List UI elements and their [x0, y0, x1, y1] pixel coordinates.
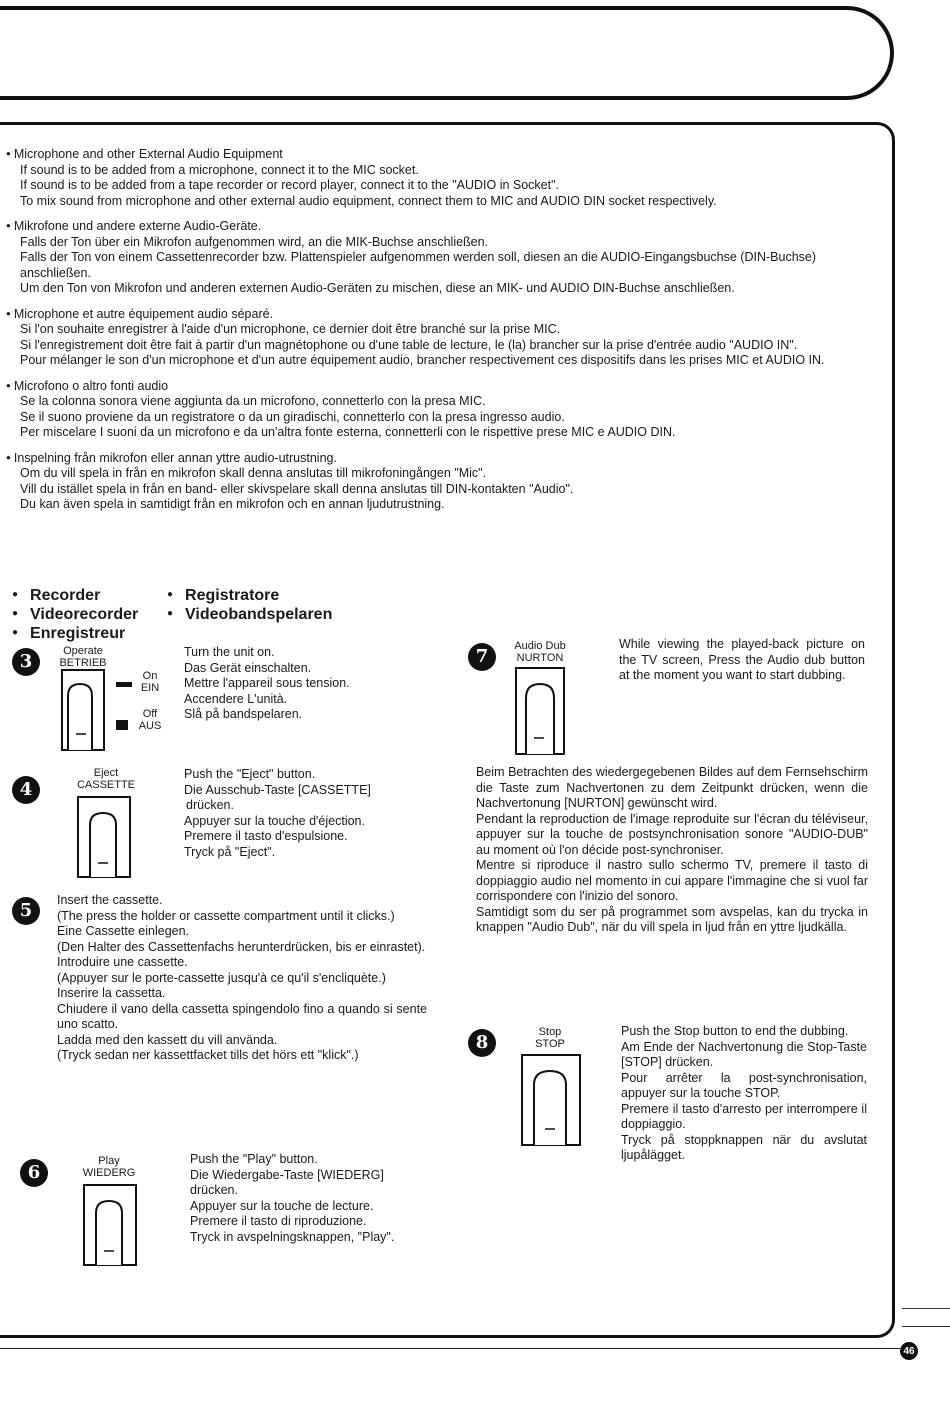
note-line: If sound is to be added from a microphone, connect it to the MIC socket.: [20, 162, 419, 177]
note-line: Vill du istället spela in från en band- eller skivspelare skall denna anslutas till DIN-kontakten "Audio".: [20, 481, 574, 496]
eject-button-icon: [76, 795, 136, 880]
top-frame: [0, 6, 894, 100]
note-german: [6, 218, 846, 297]
play-label: Play WIEDERG: [82, 1155, 136, 1179]
note-line: Pour mélanger le son d'un microphone et d'un autre équipement audio, brancher respectivement ces dispositifs dans les prises MIC et AUDIO IN.: [20, 353, 825, 367]
audio-dub-label: Audio Dub NURTON: [514, 640, 566, 664]
note-english: [6, 146, 846, 209]
audio-dub-button-icon: [514, 666, 574, 756]
step-5-text: Insert the cassette. (The press the holder or cassette compartment until it clicks.) Eine Cassette einlegen. (Den Halter des Cassettenfachs herunterdrücken, bis er einrastet). Introduire une cassette. (Appuyer sur le porte-cassette jusqu'à ce qu'il s'encliquète.) Inserire la cassetta. Chiudere il vano della cassetta spingendolo fino a quando si sente uno scatto. Ladda med den kassett du vill använda. (Tryck sedan ner kassettfacket tills det hörs ett "klick".): [57, 893, 427, 1062]
operate-label: Operate BETRIEB: [59, 645, 107, 669]
on-label: On EIN: [140, 670, 160, 694]
external-audio-notes: [6, 146, 846, 522]
step-number: 7: [468, 643, 496, 671]
note-line: Se la colonna sonora viene aggiunta da un microfono, connetterlo con la presa MIC.: [20, 394, 486, 408]
step-7-text: Beim Betrachten des wiedergegebenen Bildes auf dem Fernsehschirm die Taste zum Nachvertonen zu dem Zeitpunkt drücken, wenn die Nachvertonung [NURTON] gewünscht wird. Pendant la reproduction de l'image reproduite sur l'écran du téléviseur, appuyer sur la touche de postsynchronisation sonore "AUDIO-DUB" au moment où l'on décide post-synchroniser. Mentre si riproduce il nastro sullo schermo TV, premere il tasto di doppiaggio audio nel momento in cui appare l'immagine che si vuol far corrispondere con l'inizio del sonoro. Samtidigt som du ser på programmet som avspelas, kan du trycka in knappen "Audio Dub", när du vill spela in ljud från en yttre ljudkälla.: [476, 765, 868, 934]
step-number: 4: [12, 776, 40, 804]
page-number: 46: [900, 1342, 918, 1360]
note-italian: [6, 378, 846, 441]
note-heading: ● Microphone and other External Audio Equipment: [6, 146, 846, 163]
heading-videobandspelaren: Videobandspelaren: [185, 606, 333, 623]
step-3-text: Turn the unit on. Das Gerät einschalten. Mettre l'appareil sous tension. Accendere L'unità. Slå på bandspelaren.: [184, 645, 350, 721]
note-line: Si l'on souhaite enregistrer à l'aide d'un microphone, ce dernier doit être branché sur la prise MIC.: [20, 322, 561, 336]
bottom-rule: [0, 1348, 900, 1349]
eject-label: Eject CASSETTE: [76, 767, 136, 791]
note-line: If sound is to be added from a tape recorder or record player, connect it to the "AUDIO in Socket".: [20, 178, 560, 192]
heading-enregistreur: Enregistreur: [30, 625, 126, 642]
headings-right: ● Registratore ● Videobandspelaren: [167, 587, 333, 623]
note-line: Du kan även spela in samtidigt från en mikrofon och en annan ljudutrustning.: [20, 497, 445, 511]
step-4-text: Push the "Eject" button. Die Ausschub-Taste [CASSETTE] drücken. Appuyer sur la touche d'éjection. Premere il tasto d'espulsione. Tryck på "Eject".: [184, 767, 371, 859]
stop-button-icon: [520, 1053, 586, 1148]
step-number: 6: [20, 1159, 48, 1187]
step-number: 8: [468, 1029, 496, 1057]
step-number: 5: [12, 897, 40, 925]
heading-registratore: Registratore: [185, 587, 280, 604]
note-heading: ● Microfono o altro fonti audio: [6, 378, 846, 395]
step-8-text: Push the Stop button to end the dubbing. Am Ende der Nachvertonung die Stop-Taste [STOP] drücken. Pour arrêter la post-synchronisation, appuyer sur la touche STOP. Premere il tasto d'arresto per interrompere il doppiaggio. Tryck på stoppknappen när du avslutat ljupålägget.: [621, 1024, 867, 1162]
note-swedish: [6, 450, 846, 513]
note-line: Se il suono proviene da un registratore o da un giradischi, connetterlo con la presa ingresso audio.: [20, 409, 565, 424]
note-heading: ● Inspelning från mikrofon eller annan yttre audio-utrustning.: [6, 450, 846, 467]
off-label: Off AUS: [138, 708, 162, 732]
margin-tick: [902, 1326, 950, 1327]
note-line: Om du vill spela in från en mikrofon skall denna anslutas till mikrofoningången "Mic".: [20, 466, 487, 480]
step-7-intro: While viewing the played-back picture on the TV screen, Press the Audio dub button at the moment you want to start dubbing.: [619, 637, 865, 682]
note-french: [6, 306, 846, 369]
note-heading: ● Microphone et autre équipement audio séparé.: [6, 306, 846, 323]
headings-left: ● Recorder ● Videorecorder ● Enregistreur: [12, 587, 139, 642]
note-heading: ● Mikrofone und andere externe Audio-Geräte.: [6, 218, 846, 235]
note-line: Falls der Ton über ein Mikrofon aufgenommen wird, an die MIK-Buchse anschließen.: [20, 234, 489, 249]
heading-recorder: Recorder: [30, 587, 101, 604]
stop-label: Stop STOP: [535, 1026, 565, 1050]
note-line: Per miscelare I suoni da un microfono e da un'altra fonte esterna, connetterli con le rispettive prese MIC e AUDIO DIN.: [20, 425, 676, 439]
note-line: To mix sound from microphone and other external audio equipment, connect them to MIC and AUDIO DIN socket respectively.: [20, 193, 717, 208]
note-line: Si l'enregistrement doit être fait à partir d'un magnétophone ou d'une table de lecture, le (la) brancher sur la prise d'entrée audio "AUDIO IN".: [20, 337, 798, 352]
step-number: 3: [12, 648, 40, 676]
heading-videorecorder: Videorecorder: [30, 606, 139, 623]
note-line: Um den Ton von Mikrofon und anderen externen Audio-Geräten zu mischen, diese an MIK- und AUDIO DIN-Buchse anschließen.: [20, 281, 735, 295]
step-6-text: Push the "Play" button. Die Wiedergabe-Taste [WIEDERG] drücken. Appuyer sur la touche de lecture. Premere il tasto di riproduzione. Tryck in avspelningsknappen, "Play".: [190, 1152, 395, 1244]
play-button-icon: [82, 1183, 142, 1268]
note-line: Falls der Ton von einem Cassettenrecorder bzw. Plattenspieler aufgenommen werden soll, diesen an die AUDIO-Eingangsbuchse (DIN-Buchse) anschließen.: [20, 250, 817, 280]
margin-tick: [902, 1308, 950, 1309]
